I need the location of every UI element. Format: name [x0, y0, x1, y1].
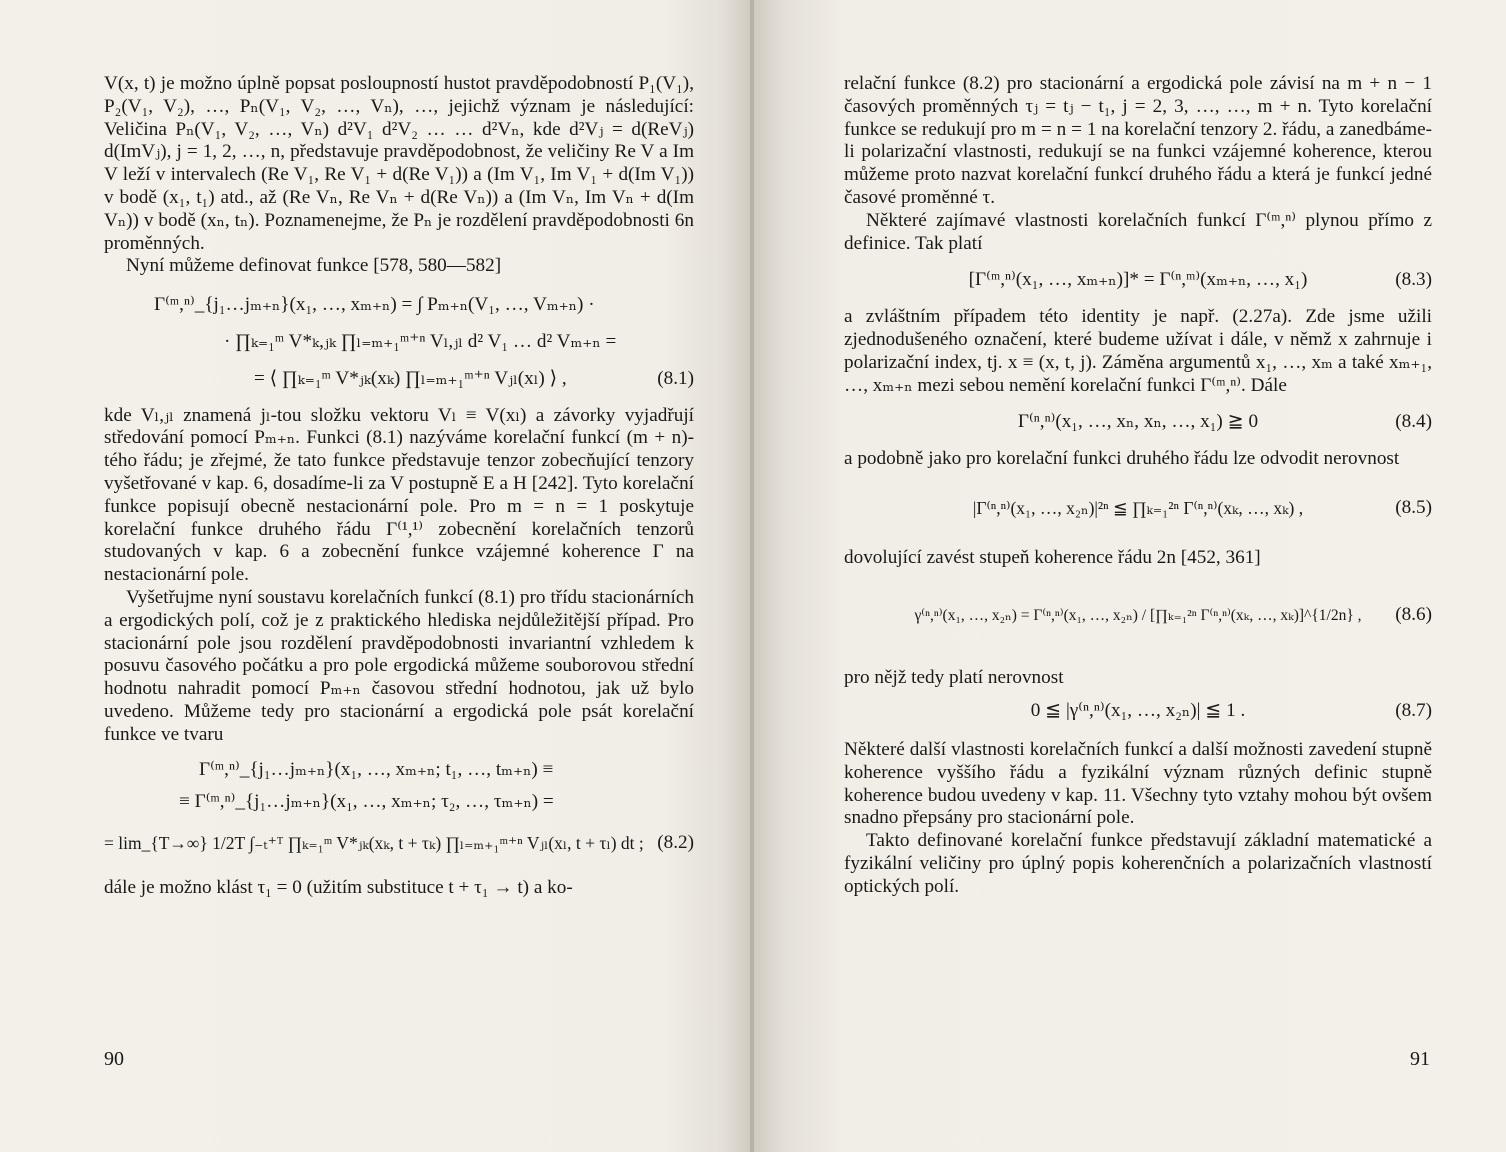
equation-8-4-formula: Γ⁽ⁿ,ⁿ⁾(x₁, …, xₙ, xₙ, …, x₁) ≧ 0 — [1017, 411, 1259, 433]
equation-8-1 — [104, 294, 694, 390]
right-page-text — [844, 73, 1432, 899]
equation-8-3-formula: [Γ⁽ᵐ,ⁿ⁾(x₁, …, xₘ₊ₙ)]* = Γ⁽ⁿ,ᵐ⁾(xₘ₊ₙ, …, x₁) — [968, 269, 1308, 291]
equation-8-2-line-1: Γ⁽ᵐ,ⁿ⁾_{j₁…jₘ₊ₙ}(x₁, …, xₘ₊ₙ; t₁, …, tₘ₊ₙ) ≡ — [199, 758, 554, 780]
page-number-left: 90 — [104, 1048, 124, 1070]
equation-8-3-number: (8.3) — [1395, 269, 1432, 291]
equation-8-2-line-2: ≡ Γ⁽ᵐ,ⁿ⁾_{j₁…jₘ₊ₙ}(x₁, …, xₘ₊ₙ; τ₂, …, τₘ₊ₙ) = — [179, 791, 554, 813]
equation-8-2-number: (8.2) — [657, 832, 694, 854]
equation-8-5-formula: |Γ⁽ⁿ,ⁿ⁾(x₁, …, x₂ₙ)|²ⁿ ≦ ∏ₖ₌₁²ⁿ Γ⁽ⁿ,ⁿ⁾(xₖ, …, xₖ) , — [972, 497, 1304, 518]
page-number-right: 91 — [1410, 1048, 1430, 1070]
equation-8-1-number: (8.1) — [657, 367, 694, 389]
right-paragraph-3: a zvláštním případem této identity je např. (2.27a). Zde jsme užili zjednodušeného označení, které budeme užívat i dále, v němž x zahrnuje i polarizační index, tj. x ≡ (x, t, j). Záměna argumentů x₁, …, xₘ a také xₘ₊₁, …, xₘ₊ₙ mezi sebou nemění korelační funkci Γ⁽ᵐ,ⁿ⁾. Dále — [844, 306, 1432, 396]
right-paragraph-2: Některé zajímavé vlastnosti korelačních funkcí Γ⁽ᵐ,ⁿ⁾ plynou přímo z definice. Tak platí — [844, 209, 1432, 254]
right-paragraph-6: pro nějž tedy platí nerovnost — [844, 667, 1064, 689]
equation-8-1-line-2: · ∏ₖ₌₁ᵐ V*ₖ,ⱼₖ ∏ₗ₌ₘ₊₁ᵐ⁺ⁿ Vₗ,ⱼₗ d² V₁ … d² Vₘ₊ₙ = — [224, 330, 617, 352]
equation-8-2 — [104, 759, 694, 855]
right-paragraph-1: relační funkce (8.2) pro stacionární a ergodická pole závisí na m + n − 1 časových proměnných τⱼ = tⱼ − t₁, j = 2, 3, …, …, m + n. Tyto korelační funkce se redukují pro m = n = 1 na korelační tenzory 2. řádu, a zanedbáme-li polarizační vlastnosti, redukují se na funkci vzájemné koherence, kterou můžeme proto nazvat korelační funkcí druhého řádu a která je funkcí jedné časové proměnné τ. — [844, 73, 1432, 208]
equation-8-2-line-3: = lim_{T→∞} 1/2T ∫₋ₜ⁺ᵀ ∏ₖ₌₁ᵐ V*ⱼₖ(xₖ, t + τₖ) ∏ₗ₌ₘ₊₁ᵐ⁺ⁿ Vⱼₗ(xₗ, t + τₗ) dt ; — [104, 833, 644, 854]
equation-8-5 — [844, 497, 1432, 521]
equation-8-6-formula: γ⁽ⁿ,ⁿ⁾(x₁, …, x₂ₙ) = Γ⁽ⁿ,ⁿ⁾(x₁, …, x₂ₙ) / [∏ₖ₌₁²ⁿ Γ⁽ⁿ,ⁿ⁾(xₖ, …, xₖ)]^{1/2n} , — [914, 606, 1362, 624]
left-paragraph-2: Nyní můžeme definovat funkce [578, 580—582] — [126, 255, 502, 277]
left-paragraph-1: V(x, t) je možno úplně popsat posloupností hustot pravděpodobností P₁(V₁), P₂(V₁, V₂), …, Pₙ(V₁, V₂, …, Vₙ), …, jejichž význam je následující: Veličina Pₙ(V₁, V₂, …, Vₙ) d²V₁ d²V₂ … … d²Vₙ, kde d²Vⱼ = d(ReVⱼ) d(ImVⱼ), j = 1, 2, …, n, představuje pravděpodobnost, že veličiny Re V a Im V leží v intervalech (Re V₁, Re V₁ + d(Re V₁)) a (Im V₁, Im V₁ + d(Im V₁)) v bodě (x₁, t₁) atd., až (Re Vₙ, Re Vₙ + d(Re Vₙ)) a (Im Vₙ, Im Vₙ + d(Im Vₙ)) v bodě (xₙ, tₙ). Poznamenejme, že Pₙ je rozdělení pravděpodobnosti 6n proměnných. — [104, 73, 694, 254]
left-paragraph-4: Vyšetřujme nyní soustavu korelačních funkcí (8.1) pro třídu stacionárních a ergodických polí, což je z praktického hlediska nejdůležitější případ. Pro stacionární pole jsou rozdělení pravděpodobnosti invariantní vzhledem k posuvu časového počátku a pro pole ergodická můžeme souborovou střední hodnotu nahradit pomocí Pₘ₊ₙ časovou střední hodnotou, jak už bylo uvedeno. Můžeme tedy pro stacionární a ergodická pole psát korelační funkce ve tvaru — [104, 586, 694, 745]
right-paragraph-8: Takto definované korelační funkce představují základní matematické a fyzikální veličiny pro úplný popis koherenčních a polarizačních vlastností optických polí. — [844, 830, 1432, 897]
equation-8-6 — [844, 604, 1432, 628]
left-paragraph-3: kde Vₗ,ⱼₗ znamená jₗ-tou složku vektoru Vₗ ≡ V(xₗ) a závorky vyjadřují středování pomocí Pₘ₊ₙ. Funkci (8.1) nazýváme korelační funkcí (m + n)-tého řádu; je zřejmé, že tato funkce představuje tenzor zobecňující tenzory vyšetřované v kap. 6, dosadíme-li za V postupně E a H [242]. Tyto korelační funkce popisují obecně nestacionární pole. Pro m = n = 1 poskytuje korelační funkce druhého řádu Γ⁽¹,¹⁾ zobecnění korelačních tenzorů studovaných v kap. 6 a zobecnění funkce vzájemné koherence Γ na nestacionární pole. — [104, 404, 694, 586]
equation-8-6-number: (8.6) — [1395, 603, 1432, 625]
equation-8-2-row-3 — [104, 832, 694, 855]
equation-8-3 — [844, 269, 1432, 292]
right-paragraph-4: a podobně jako pro korelační funkci druhého řádu lze odvodit nerovnost — [844, 448, 1400, 470]
equation-8-4-number: (8.4) — [1395, 411, 1432, 433]
equation-8-7-number: (8.7) — [1395, 700, 1432, 722]
equation-8-7-formula: 0 ≦ |γ⁽ⁿ,ⁿ⁾(x₁, …, x₂ₙ)| ≦ 1 . — [1030, 700, 1246, 722]
equation-8-4 — [844, 411, 1432, 434]
equation-8-1-row-3 — [104, 368, 694, 391]
left-page-text — [104, 73, 694, 900]
equation-8-1-line-3: = ⟨ ∏ₖ₌₁ᵐ V*ⱼₖ(xₖ) ∏ₗ₌ₘ₊₁ᵐ⁺ⁿ Vⱼₗ(xₗ) ⟩ , — [254, 367, 567, 389]
right-paragraph-7: Některé další vlastnosti korelačních funkcí a další možnosti zavedení stupně koherence vyššího řádu a fyzikální význam různých definic stupně koherence budou uvedeny v kap. 11. Všechny tyto vztahy mohou být ovšem snadno přepsány pro stacionární pole. — [844, 738, 1432, 829]
right-paragraph-5: dovolující zavést stupeň koherence řádu 2n [452, 361] — [844, 546, 1261, 568]
left-paragraph-5: dále je možno klást τ₁ = 0 (užitím substituce t + τ₁ → t) a ko- — [104, 876, 573, 898]
equation-8-7 — [844, 700, 1432, 723]
equation-8-5-number: (8.5) — [1395, 496, 1432, 518]
equation-8-1-line-1: Γ⁽ᵐ,ⁿ⁾_{j₁…jₘ₊ₙ}(x₁, …, xₘ₊ₙ) = ∫ Pₘ₊ₙ(V₁, …, Vₘ₊ₙ) · — [154, 294, 595, 316]
left-page — [0, 0, 752, 1152]
